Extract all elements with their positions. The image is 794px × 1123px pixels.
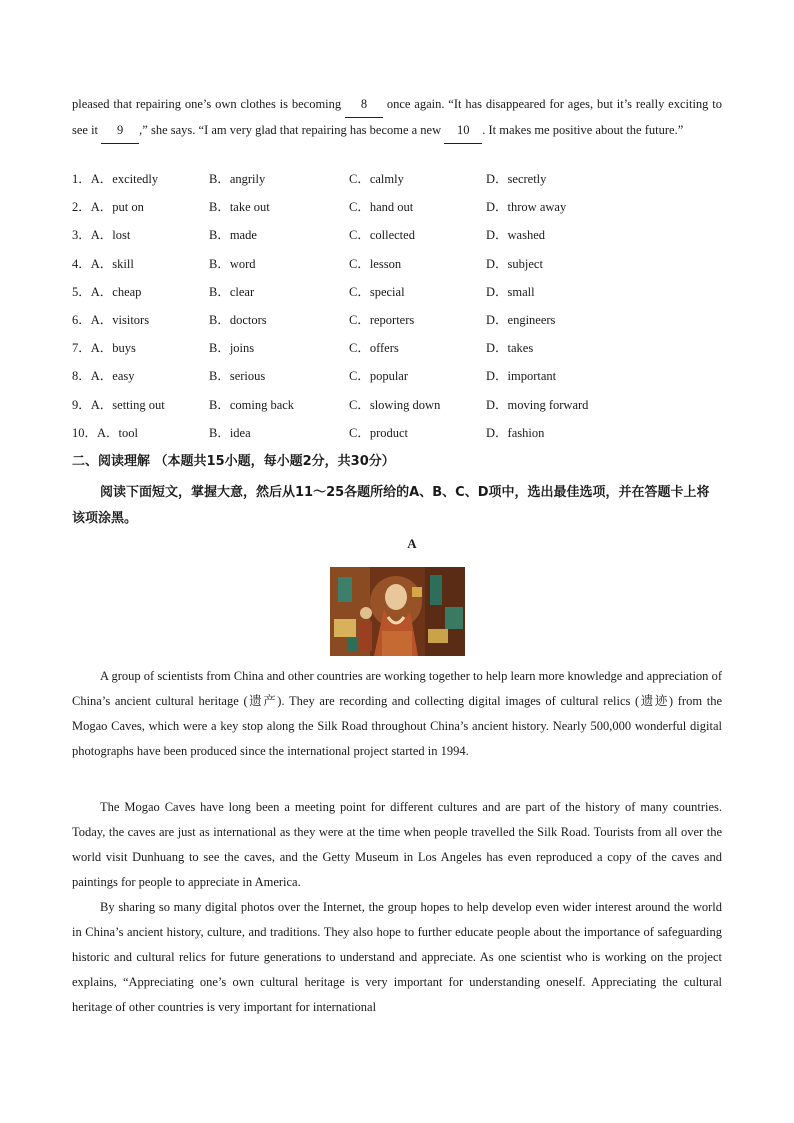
option-c: C．special	[349, 284, 405, 299]
section-title: 二、阅读理解 （本题共15小题，每小题2分，共30分）	[72, 454, 395, 469]
question-row	[72, 364, 722, 392]
passage-paragraph-3: By sharing so many digital photos over the Internet, the group hopes to help develop even wider interest around the world in China’s ancient history, culture, and traditions. They also hope to further educate people about the importance of safeguarding historic and cultural relics for future generations to understand and appreciate. As one scientist who is working on the project explains, “Appreciating one’s own cultural heritage is very important for understanding oneself. Appreciating the cultural heritage of other countries is very important for international	[72, 900, 722, 1014]
option-a: 2．A．put on	[72, 200, 144, 215]
question-row	[72, 393, 722, 421]
option-a: 10．A．tool	[72, 425, 138, 440]
option-a: 6．A．visitors	[72, 312, 150, 327]
cloze-text: pleased that repairing one’s own clothes is becoming	[72, 97, 345, 111]
option-b: B．serious	[209, 369, 266, 384]
passage-paragraph-2: The Mogao Caves have long been a meeting point for different cultures and are part of the history of many countries. Today, the caves are just as international as they were at the time when people travelled the Silk Road. Tourists from all over the world visit Dunhuang to see the caves, and the Getty Museum in Los Angeles has even reproduced a copy of the caves and paintings for people to appreciate in America.	[72, 800, 722, 889]
option-c: C．slowing down	[349, 397, 441, 412]
question-row	[72, 280, 722, 308]
passage-label: A	[407, 536, 417, 551]
question-options	[72, 167, 722, 449]
option-c: C．offers	[349, 341, 399, 356]
option-b: B．joins	[209, 341, 255, 356]
cloze-text: . It makes me positive about the future.”	[482, 123, 684, 137]
option-a: 4．A．skill	[72, 256, 134, 271]
section-instructions: 阅读下面短文，掌握大意，然后从11～25各题所给的A、B、C、D项中，选出最佳选项，并在答题卡上将该项涂黑。	[72, 485, 710, 526]
option-b: B．clear	[209, 284, 255, 299]
option-d: D．moving forward	[486, 397, 589, 412]
option-a: 8．A．easy	[72, 369, 135, 384]
option-d: D．small	[486, 284, 535, 299]
blank-8: 8	[345, 92, 383, 118]
option-a: 9．A．setting out	[72, 397, 165, 412]
question-row	[72, 421, 722, 449]
question-row	[72, 167, 722, 195]
option-c: C．reporters	[349, 312, 415, 327]
option-a: 1．A．excitedly	[72, 172, 159, 186]
option-d: D．secretly	[486, 172, 547, 186]
question-row	[72, 223, 722, 251]
question-row	[72, 195, 722, 223]
option-d: D．fashion	[486, 425, 545, 440]
question-row	[72, 308, 722, 336]
question-row	[72, 252, 722, 280]
option-d: D．washed	[486, 228, 546, 243]
option-c: C．hand out	[349, 200, 414, 215]
cloze-text: once again. “It has disappeared for ages, but it’s really exciting to see it	[72, 97, 722, 137]
option-c: C．lesson	[349, 256, 402, 271]
cloze-passage-end	[72, 92, 722, 144]
option-b: B．made	[209, 228, 257, 243]
option-b: B．doctors	[209, 312, 267, 327]
cloze-text: ,” she says. “I am very glad that repairing has become a new	[139, 123, 445, 137]
option-b: B．take out	[209, 200, 270, 215]
option-d: D．throw away	[486, 200, 567, 215]
option-a: 5．A．cheap	[72, 284, 142, 299]
option-c: C．collected	[349, 228, 415, 243]
option-d: D．subject	[486, 256, 543, 271]
option-c: C．popular	[349, 369, 409, 384]
option-b: B．coming back	[209, 397, 295, 412]
option-a: 7．A．buys	[72, 341, 136, 356]
blank-10: 10	[444, 118, 482, 144]
question-row	[72, 336, 722, 364]
option-d: D．engineers	[486, 312, 556, 327]
option-d: D．important	[486, 369, 557, 384]
mural-image	[330, 567, 465, 656]
option-d: D．takes	[486, 341, 534, 356]
option-b: B．idea	[209, 425, 251, 440]
option-c: C．product	[349, 425, 409, 440]
option-c: C．calmly	[349, 172, 404, 186]
option-b: B．word	[209, 256, 256, 271]
option-b: B．angrily	[209, 172, 266, 186]
passage-paragraph-1: A group of scientists from China and other countries are working together to help learn more knowledge and appreciation of China’s ancient cultural heritage (遗产). They are recording and collecting digital images of cultural relics (遗迹) from the Mogao Caves, which were a key stop along the Silk Road throughout China’s ancient history. Nearly 500,000 wonderful digital photographs have been produced since the international project started in 1994.	[72, 669, 722, 758]
blank-9: 9	[101, 118, 139, 144]
option-a: 3．A．lost	[72, 228, 131, 243]
